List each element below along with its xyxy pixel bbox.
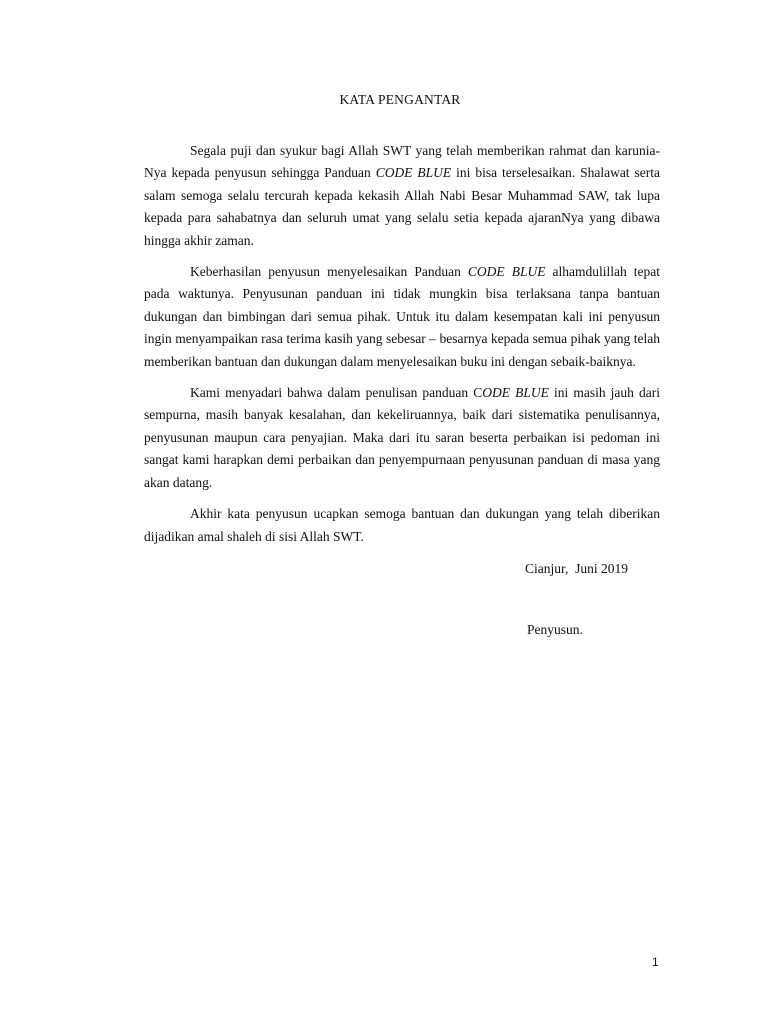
- paragraph-2-code-blue: CODE BLUE: [467, 264, 546, 280]
- paragraph-2: [144, 261, 660, 373]
- place-date: Cianjur, Juni 2019: [525, 561, 628, 576]
- paragraph-1-code-blue: CODE BLUE: [375, 165, 452, 181]
- author-signature-label: Penyusun.: [527, 622, 583, 637]
- paragraph-1-text-a: Segala puji dan syukur bagi Allah SWT yang telah memberikan rahmat dan karunia-Nya kepada penyusun sehingga Panduan: [144, 143, 660, 181]
- paragraph-3-text-a: Kami menyadari bahwa dalam penulisan panduan C: [190, 385, 483, 401]
- paragraph-2-text-a: Keberhasilan penyusun menyelesaikan Panduan: [190, 264, 468, 280]
- paragraph-3-code-blue: ODE BLUE: [482, 385, 549, 401]
- paragraph-3: [144, 382, 660, 494]
- paragraph-4: [144, 503, 660, 548]
- paragraph-1: [144, 140, 660, 252]
- document-title: KATA PENGANTAR: [339, 92, 461, 107]
- paragraph-3-text-b: ini masih jauh dari sempurna, masih banyak kesalahan, dan kekeliruannya, baik dari sistematika penulisannya, penyusunan maupun cara penyajian. Maka dari itu saran beserta perbaikan isi pedoman ini sangat kami harapkan demi perbaikan dan penyempurnaan penyusunan panduan di masa yang akan datang.: [144, 385, 661, 490]
- page-number: 1: [652, 955, 659, 969]
- document-body: [144, 140, 660, 557]
- paragraph-2-text-b: alhamdulillah tepat pada waktunya. Penyusunan panduan ini tidak mungkin bisa terlaksana tanpa bantuan dukungan dan bimbingan dari semua pihak. Untuk itu dalam kesempatan kali ini penyusun ingin menyampaikan rasa terima kasih yang sebesar – besarnya kepada semua pihak yang telah memberikan bantuan dan dukungan dalam menyelesaikan buku ini dengan sebaik-baiknya.: [144, 264, 661, 369]
- paragraph-1-text-b: ini bisa terselesaikan. Shalawat serta salam semoga selalu tercurah kepada kekasih Allah Nabi Besar Muhammad SAW, tak lupa kepada para sahabatnya dan seluruh umat yang selalu setia kepada ajaranNya yang dibawa hingga akhir zaman.: [144, 165, 660, 248]
- paragraph-4-text: Akhir kata penyusun ucapkan semoga bantuan dan dukungan yang telah diberikan dijadikan amal shaleh di sisi Allah SWT.: [144, 506, 660, 544]
